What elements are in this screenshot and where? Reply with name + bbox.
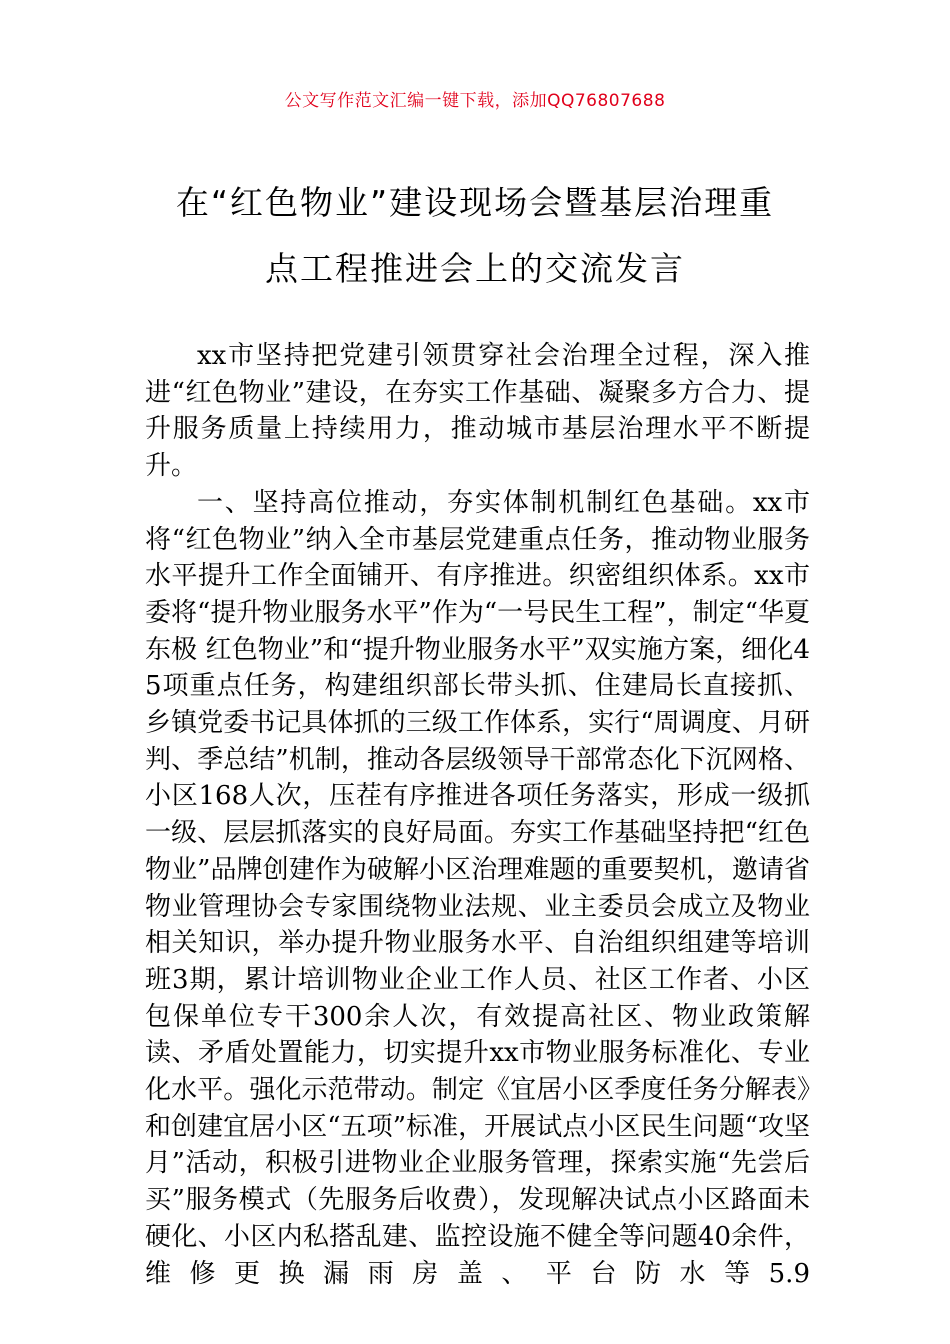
document-title [145,170,805,302]
paragraph-intro: xx市坚持把党建引领贯穿社会治理全过程，深入推进“红色物业”建设，在夯实工作基础、凝聚多方合力、提升服务质量上持续用力，推动城市基层治理水平不断提升。 [145,341,810,482]
title-line-1: 在“红色物业”建设现场会暨基层治理重 [175,183,775,222]
paragraph-section-1: 一、坚持高位推动，夯实体制机制红色基础。xx市将“红色物业”纳入全市基层党建重点任务，推动物业服务水平提升工作全面铺开、有序推进。织密组织体系。xx市委将“提升物业服务水平”作为“一号民生工程”，制定“华夏东极 红色物业”和“提升物业服务水平”双实施方案，细化45项重点任务，构建组织部长带头抓、住建局长直接抓、乡镇党委书记具体抓的三级工作体系，实行“周调度、月研判、季总结”机制，推动各层级领导干部常态化下沉网格、小区168人次，压茬有序推进各项任务落实，形成一级抓一级、层层抓落实的良好局面。夯实工作基础坚持把“红色物业”品牌创建作为破解小区治理难题的重要契机，邀请省物业管理协会专家围绕物业法规、业主委员会成立及物业相关知识，举办提升物业服务水平、自治组织组建等培训班3期，累计培训物业企业工作人员、社区工作者、小区包保单位专干300余人次，有效提高社区、物业政策解读、矛盾处置能力，切实提升xx市物业服务标准化、专业化水平。强化示范带动。制定《宜居小区季度任务分解表》和创建宜居小区“五项”标准，开展试点小区民生问题“攻坚月”活动，积极引进物业企业服务管理，探索实施“先尝后买”服务模式（先服务后收费），发现解决试点小区路面未硬化、小区内私搭乱建、监控设施不健全等问题40余件，维修更换漏雨房盖、平台防水等5.9 [145,487,810,1289]
document-body [145,338,810,1292]
title-line-2: 点工程推进会上的交流发言 [265,249,685,288]
download-promo-note: 公文写作范文汇编一键下载，添加QQ76807688 [284,91,666,111]
